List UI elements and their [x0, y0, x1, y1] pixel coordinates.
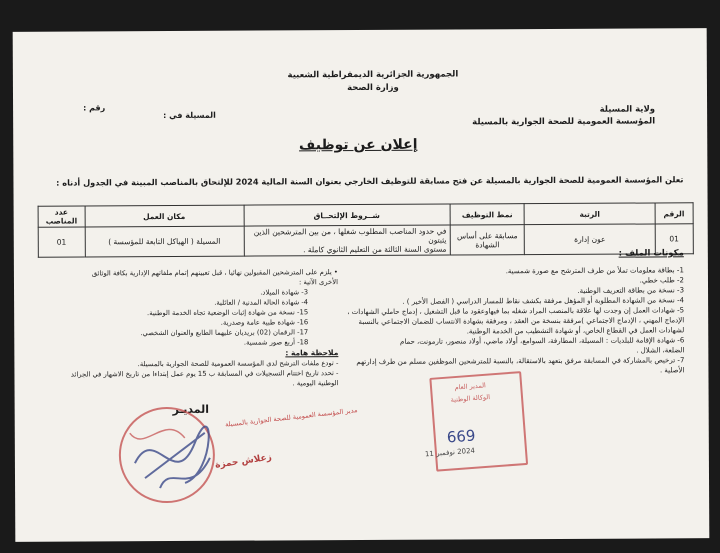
director-title: المديـر	[172, 402, 210, 416]
reference-number: رقم :	[83, 103, 106, 113]
file-item: الضلعة، الشلال .	[636, 346, 685, 355]
wilaya-label: ولاية المسيلة	[599, 104, 656, 115]
file-item: لشهادات العمل في القطاع الخاص، أو شهادة التشطيب من الخدمة الوطنية.	[466, 326, 685, 336]
page-title: إعلان عن توظيف	[298, 136, 418, 154]
left-item: 4- شهادة الحالة المدنية / العائلية.	[214, 298, 309, 307]
file-item: 7- ترخيص بالمشاركة في المسابقة مرفق بتعهد بالاستقالة، بالنسبة للمترشحين الموظفين مسلم من طرف إدارتهم	[356, 356, 685, 367]
signature-scribble-icon	[115, 403, 226, 514]
file-item: 6- شهادة الإقامة للبلديات : المسيلة، المطارفة، السوامع، أولاد ماضي، أولاد منصور، تارمونت، حمام	[399, 336, 685, 346]
file-item: 4- نسخة من الشهادة المطلوبة أو المؤهل مرفقة بكشف نقاط للمسار الدراسي ( الفصل الأخير ) .	[402, 296, 685, 306]
note-item: الوطنية اليومية .	[292, 379, 339, 388]
received-number: 669	[446, 426, 477, 447]
cell-conditions-line2: مستوى السنة الثالثة من التعليم الثانوي كاملة .	[303, 244, 447, 255]
col-rank: الرتبة	[524, 203, 654, 225]
col-number: الرقم	[655, 203, 693, 224]
left-item: 17- الرقمان (02) بريديان عليهما الطابع والعنوان الشخصي.	[140, 328, 309, 338]
institution-label: المؤسسة العمومية للصحة الجوارية بالمسيلة	[472, 116, 656, 128]
cell-mode	[450, 225, 525, 255]
table-row	[38, 224, 693, 257]
left-intro: الأخرى الآتية :	[298, 278, 339, 287]
cell-rank: عون إدارة	[525, 224, 655, 255]
positions-table	[38, 202, 694, 257]
note-item: - تودع ملفات الترشح لدى المؤسسة العمومية للصحة الجوارية بالمسيلة.	[137, 359, 339, 369]
file-item: 1- بطاقة معلومات تملأ من طرف المترشح مع صورة شمسية.	[505, 266, 684, 276]
left-item: 18- أربع صور شمسية.	[243, 338, 309, 347]
cell-conditions	[244, 225, 450, 256]
intro-text: تعلن المؤسسة العمومية للصحة الجوارية بالمسيلة عن فتح مسابقة للتوظيف الخارجي بعنوان السنة المالية 2024 للإلتحاق بالمناصب المبينة في الجدول أدناه :	[56, 174, 684, 188]
file-item: الإدماج المهني ، الإدماج الاجتماعي )مرفقة بنسخة من العقد ، ومرفقة بشهادة الانتساب للضمان الاجتماعي بالنسبة	[358, 316, 685, 327]
cell-workplace: المسيلة ( الهياكل التابعة للمؤسسة )	[85, 226, 244, 257]
left-item: 16- شهادة طبية عامة وصدرية.	[220, 318, 309, 327]
file-item: 5- شهادات العمل إن وجدت لها علاقة بالمنصب المراد شغله بما فيهاوعقود ما قبل التشغيل ، إدماج حاملي الشهادات ،	[347, 306, 685, 317]
left-item: 15- نسخة من شهادة إثبات الوضعية تجاه الخدمة الوطنية.	[147, 308, 309, 318]
file-item: 2- طلب خطي.	[639, 276, 685, 285]
file-item: 3- نسخة من بطاقة التعريف الوطنية.	[577, 286, 685, 295]
cell-number: 01	[655, 224, 693, 254]
file-title: مكونات الملف :	[618, 248, 684, 259]
republic-title: الجمهورية الجزائرية الديمقراطية الشعبية	[287, 69, 459, 81]
file-item: الأصلية .	[659, 366, 685, 375]
director-name: زعلاش حمزة	[214, 452, 273, 471]
cell-mode-line1: مسابقة على أساس	[456, 230, 518, 240]
stamp-text: مدير المؤسسة العمومية للصحة الجوارية بالمسيلة	[224, 406, 358, 429]
col-count: عدد المناصب	[38, 206, 85, 227]
place-date: المسيلة في :	[163, 110, 216, 121]
left-item: 3- شهادة الميلاد.	[260, 288, 309, 297]
col-conditions: شــروط الإلتحــاق	[244, 204, 450, 226]
cell-conditions-line1: في حدود المناصب المطلوب شغلها ، من بين المترشحين الذين يثبتون	[253, 226, 447, 245]
cell-mode-line2: الشهادة	[475, 239, 500, 249]
col-workplace: مكان العمل	[85, 205, 244, 227]
note-item: - تحدد تاريخ اختتام التسجيلات في المسابقة ب 15 يوم عمل إبتداءا من تاريخ الاشهار في الجرائد	[70, 369, 339, 379]
received-stamp-line2: الوكالة الوطنية	[450, 392, 491, 404]
col-mode: نمط التوظيف	[450, 204, 525, 225]
received-stamp-line1: المدير العام	[454, 381, 487, 392]
notes-title: ملاحظة هامة :	[285, 348, 339, 358]
received-date: 2024 نوفمبر 11	[424, 446, 476, 459]
cell-count: 01	[38, 227, 85, 257]
document-page	[13, 28, 710, 542]
ministry-title: وزارة الصحة	[347, 82, 399, 94]
left-intro: • يلزم على المترشحين المقبولين نهائيا ، قبل تعيينهم إتمام ملفاتهم الإدارية بكافة الوثائق	[91, 268, 338, 278]
